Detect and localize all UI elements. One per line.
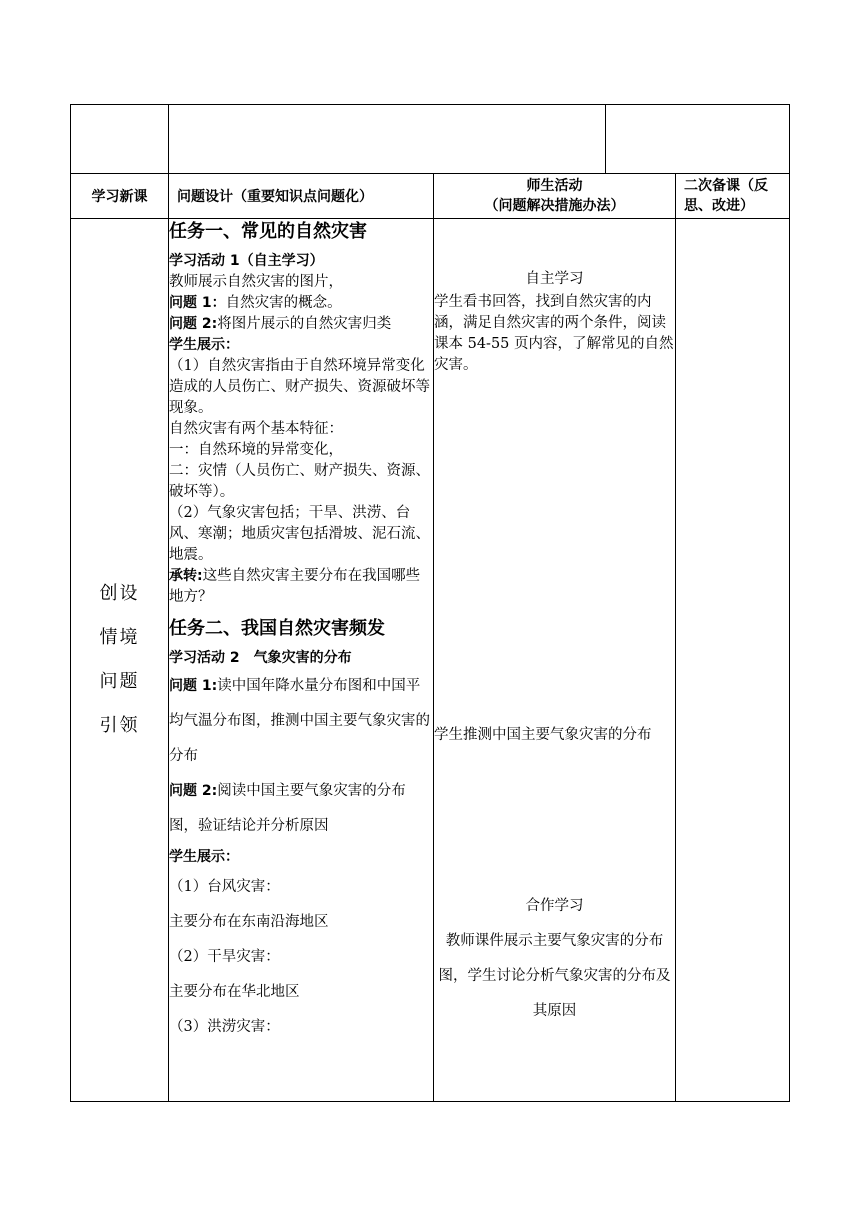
text-line: （1）自然灾害指由于自然环境异常变化造成的人员伤亡、财产损失、资源破坏等现象。 <box>169 358 430 416</box>
blank-cell <box>71 105 169 174</box>
transition: 承转:这些自然灾害主要分布在我国哪些地方？ <box>169 568 421 605</box>
activity-infer-text: 学生推测中国主要气象灾害的分布 <box>434 727 652 743</box>
body-row <box>71 219 790 1102</box>
side-label: 创设 情境 问题 引领 <box>71 219 169 1102</box>
activity-2-title: 学习活动 2 气象灾害的分布 <box>169 650 352 666</box>
question-design-content <box>169 219 434 1102</box>
header-row <box>71 174 790 219</box>
question-1: 问题 1：自然灾害的概念。 <box>169 295 342 311</box>
blank-merged-cell <box>169 105 790 174</box>
text-line: 教师展示自然灾害的图片， <box>169 274 343 290</box>
activities-content <box>434 219 676 1102</box>
text-line: 二：灾情（人员伤亡、财产损失、资源、破坏等）。 <box>169 463 430 500</box>
student-show-label: 学生展示： <box>169 337 239 353</box>
activity-self-study: 自主学习 <box>525 271 584 287</box>
question-3: 问题 1:读中国年降水量分布图和中国平均气温分布图，推测中国主要气象灾害的分布 <box>169 678 430 764</box>
header-question-design: 问题设计（重要知识点问题化） <box>169 174 434 219</box>
activity-1-title: 学习活动 1（自主学习） <box>169 253 324 269</box>
activity-cooperative-text: 教师课件展示主要气象灾害的分布图，学生讨论分析气象灾害的分布及其原因 <box>438 933 671 1019</box>
task-2-title: 任务二、我国自然灾害频发 <box>169 618 385 639</box>
header-activities: 师生活动 （问题解决措施办法） <box>434 174 676 219</box>
header-second-prep: 二次备课（反 思、改进） <box>676 174 790 219</box>
text-line: 自然灾害有两个基本特征： <box>169 421 343 437</box>
student-show-label-2: 学生展示： <box>169 849 239 865</box>
text-line: 一：自然环境的异常变化， <box>169 442 343 458</box>
question-4: 问题 2:阅读中国主要气象灾害的分布图，验证结论并分析原因 <box>169 783 406 834</box>
activity-cooperative: 合作学习 <box>525 898 584 914</box>
question-2: 问题 2:将图片展示的自然灾害归类 <box>169 316 392 332</box>
text-line: （1）台风灾害： <box>169 879 280 895</box>
text-line: 主要分布在东南沿海地区 <box>169 914 329 930</box>
task-1-title: 任务一、常见的自然灾害 <box>169 221 367 242</box>
header-new-lesson: 学习新课 <box>71 174 169 219</box>
text-line: 主要分布在华北地区 <box>169 984 300 1000</box>
activity-self-study-text: 学生看书回答，找到自然灾害的内涵，满足自然灾害的两个条件，阅读课本 54-55 页内容，了解常见的自然灾害。 <box>434 294 674 373</box>
text-line: （3）洪涝灾害： <box>169 1019 280 1035</box>
blank-top-row <box>71 105 790 174</box>
text-line: （2）干旱灾害： <box>169 949 280 965</box>
second-prep-content <box>676 219 790 1102</box>
lesson-plan-table <box>70 104 790 1102</box>
text-line: （2）气象灾害包括；干旱、洪涝、台风、寒潮；地质灾害包括滑坡、泥石流、地震。 <box>169 505 430 563</box>
